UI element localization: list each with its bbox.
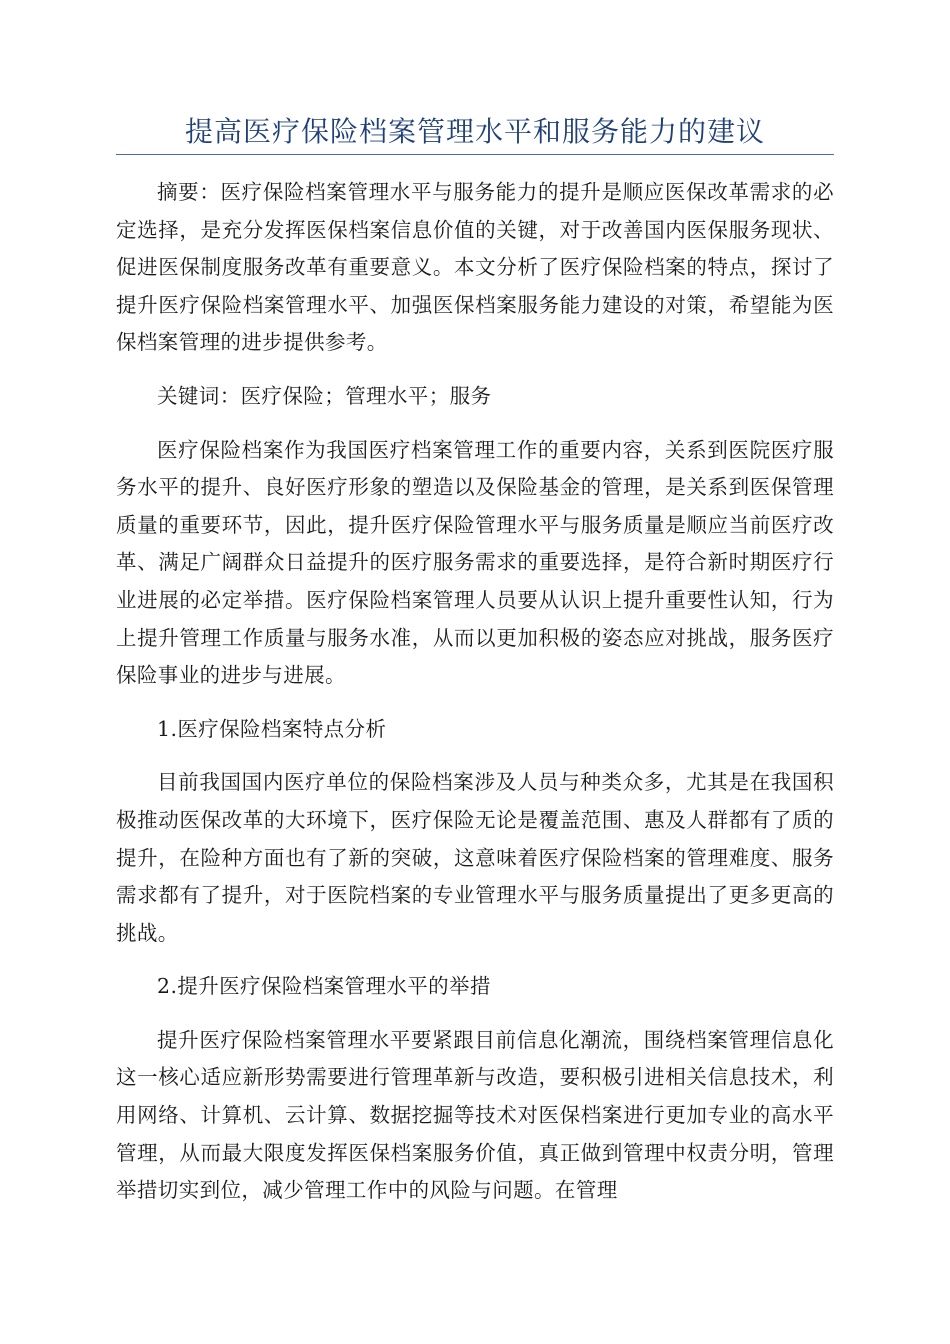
- section-1-paragraph: 目前我国国内医疗单位的保险档案涉及人员与种类众多，尤其是在我国积极推动医保改革的大环境下，医疗保险无论是覆盖范围、惠及人群都有了质的提升，在险种方面也有了新的突破，这意味着医疗保险档案的管理难度、服务需求都有了提升，对于医院档案的专业管理水平与服务质量提出了更多更高的挑战。: [116, 770, 834, 945]
- document-title: 提高医疗保险档案管理水平和服务能力的建议: [184, 115, 765, 148]
- intro-paragraph: 医疗保险档案作为我国医疗档案管理工作的重要内容，关系到医院医疗服务水平的提升、良好医疗形象的塑造以及保险基金的管理，是关系到医保管理质量的重要环节，因此，提升医疗保险管理水平与服务质量是顺应当前医疗改革、满足广阔群众日益提升的医疗服务需求的重要选择，是符合新时期医疗行业进展的必定举措。医疗保险档案管理人员要从认识上提升重要性认知，行为上提升管理工作质量与服务水准，从而以更加积极的姿态应对挑战，服务医疗保险事业的进步与进展。: [116, 437, 834, 688]
- section-2-paragraph: 提升医疗保险档案管理水平要紧跟目前信息化潮流，围绕档案管理信息化这一核心适应新形势需要进行管理革新与改造，要积极引进相关信息技术，利用网络、计算机、云计算、数据挖掘等技术对医保档案进行更加专业的高水平管理，从而最大限度发挥医保档案服务价值，真正做到管理中权责分明，管理举措切实到位，减少管理工作中的风险与问题。在管理: [116, 1027, 834, 1203]
- title-underline: [116, 154, 834, 155]
- section-heading-1: 1.医疗保险档案特点分析: [157, 716, 387, 741]
- document-body: [116, 174, 834, 1226]
- keywords-paragraph: 关键词：医疗保险；管理水平；服务: [157, 383, 492, 408]
- abstract-paragraph: 摘要：医疗保险档案管理水平与服务能力的提升是顺应医保改革需求的必定选择，是充分发挥医保档案信息价值的关键，对于改善国内医保服务现状、促进医保制度服务改革有重要意义。本文分析了医疗保险档案的特点，探讨了提升医疗保险档案管理水平、加强医保档案服务能力建设的对策，希望能为医保档案管理的进步提供参考。: [116, 180, 834, 355]
- section-heading-2: 2.提升医疗保险档案管理水平的举措: [157, 974, 491, 999]
